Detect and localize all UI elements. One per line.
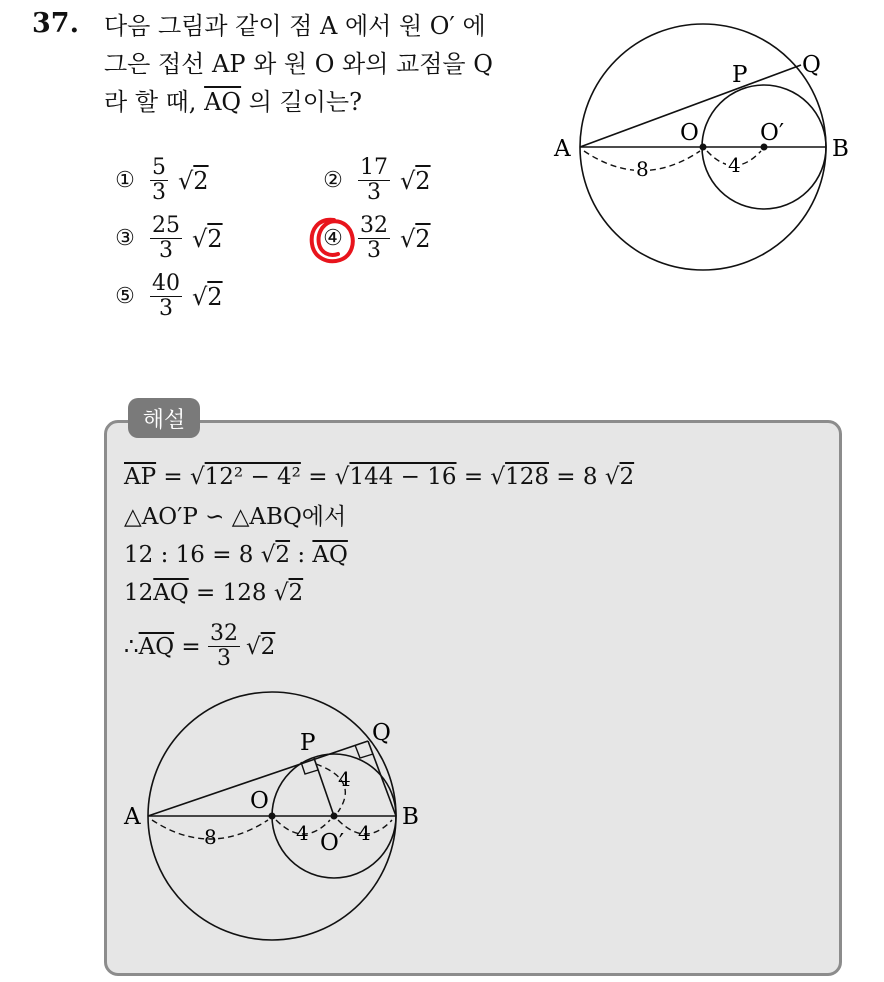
numerator: 32: [360, 213, 388, 238]
label-p: P: [732, 62, 748, 88]
question-line-3-suffix: 의 길이는?: [248, 88, 362, 116]
radicand: 2: [619, 464, 635, 490]
solution-line-3: [124, 540, 348, 570]
choice-5[interactable]: [110, 272, 223, 321]
radicand: 2: [415, 224, 431, 253]
solution-line-4: [124, 578, 303, 608]
choice-mark: ⑤: [115, 284, 135, 309]
radicand: 144 − 16: [349, 464, 457, 490]
therefore: ∴: [124, 633, 139, 660]
center-o-dot: [269, 813, 276, 820]
label-a: A: [554, 136, 571, 162]
label-p: P: [300, 730, 316, 756]
solution-tag: 해설: [128, 398, 200, 438]
root-sign: √: [246, 633, 261, 660]
label-a: A: [124, 804, 141, 830]
numerator: 32: [210, 621, 239, 646]
denominator: 3: [367, 180, 381, 205]
choice-root: √2: [192, 224, 223, 253]
solution-line-5: [124, 622, 275, 671]
choice-fraction: [150, 272, 182, 321]
solution-line-1: [124, 462, 634, 492]
label-o: O: [680, 120, 699, 146]
bottom-figure: [120, 688, 430, 968]
numerator: 17: [360, 155, 388, 180]
circle-stroke: [312, 220, 353, 261]
numerator: 25: [152, 213, 180, 238]
question-line-1: 다음 그림과 같이 점 A 에서 원 O′ 에: [104, 12, 486, 40]
question-number: 37.: [32, 8, 79, 39]
eq-part: = √: [156, 464, 205, 490]
numerator: 40: [152, 271, 180, 296]
length-o-prime-p: 4: [338, 767, 351, 791]
segment-aq: $\overline{AQ}$: [312, 542, 348, 568]
radicand: 2: [207, 282, 223, 311]
segment-aq: $\overline{AQ}$: [204, 88, 242, 116]
numerator: 5: [152, 155, 166, 180]
label-o-prime: O′: [320, 830, 345, 856]
label-q: Q: [802, 52, 821, 78]
result-fraction: [208, 622, 240, 671]
eq-part: 12 : 16 = 8 √: [124, 542, 276, 568]
choice-mark: ②: [323, 168, 343, 193]
radicand: 2: [415, 166, 431, 195]
segment-aq: $\overline{AQ}$: [138, 633, 175, 660]
eq-part: = 8 √: [548, 464, 620, 490]
eq-part: = 128 √: [188, 580, 289, 606]
eq-part: :: [290, 542, 313, 568]
question-line-2: 그은 접선 AP 와 원 O 와의 교점을 Q: [104, 50, 493, 78]
choice-fraction: [150, 156, 168, 205]
choice-root: √2: [400, 166, 431, 195]
radicand: 128: [505, 464, 549, 490]
length-oo-prime: 4: [296, 821, 309, 845]
choice-root: √2: [192, 282, 223, 311]
label-o-prime: O′: [760, 120, 785, 146]
length-ao: 8: [636, 157, 649, 181]
choice-fraction: [358, 156, 390, 205]
selected-answer-circle-icon: [304, 214, 360, 270]
radicand: 12² − 4²: [204, 464, 301, 490]
choice-1[interactable]: [110, 156, 209, 205]
denominator: 3: [217, 646, 232, 671]
choice-2[interactable]: [318, 156, 431, 205]
choice-mark: ③: [115, 226, 135, 251]
eq-part: =: [174, 633, 209, 660]
eq-part: 12: [124, 580, 154, 606]
radicand: 2: [207, 224, 223, 253]
question-line-3-prefix: 라 할 때,: [104, 88, 197, 116]
eq-part: = √: [456, 464, 506, 490]
center-o-prime-dot: [331, 813, 338, 820]
radicand: 2: [260, 633, 276, 660]
radicand: 2: [193, 166, 209, 195]
solution-line-2: △AO′P ∽ △ABQ에서: [124, 504, 347, 530]
segment-o-prime-p: [314, 758, 334, 816]
segment-ap: $\overline{AP}$: [124, 464, 157, 490]
denominator: 3: [152, 180, 166, 205]
segment-qb: [368, 741, 396, 816]
denominator: 3: [159, 238, 173, 263]
segment-aq: $\overline{AQ}$: [153, 580, 189, 606]
label-o: O: [250, 788, 269, 814]
length-oo-prime: 4: [728, 153, 741, 177]
top-figure: [550, 18, 884, 280]
question-line-3: [104, 86, 362, 118]
radicand: 2: [275, 542, 291, 568]
choice-root: √2: [178, 166, 209, 195]
choice-3[interactable]: [110, 214, 223, 263]
length-o-prime-b: 4: [358, 821, 371, 845]
label-b: B: [402, 804, 419, 830]
choice-fraction: [150, 214, 182, 263]
choice-root: √2: [400, 224, 431, 253]
label-b: B: [832, 136, 849, 162]
center-o-dot: [700, 144, 707, 151]
choice-mark: ④: [323, 226, 343, 251]
denominator: 3: [367, 238, 381, 263]
eq-part: = √: [300, 464, 350, 490]
label-q: Q: [372, 720, 391, 746]
radicand: 2: [288, 580, 304, 606]
choice-mark: ①: [115, 168, 135, 193]
choice-fraction: [358, 214, 390, 263]
denominator: 3: [159, 296, 173, 321]
length-ao: 8: [204, 825, 217, 849]
